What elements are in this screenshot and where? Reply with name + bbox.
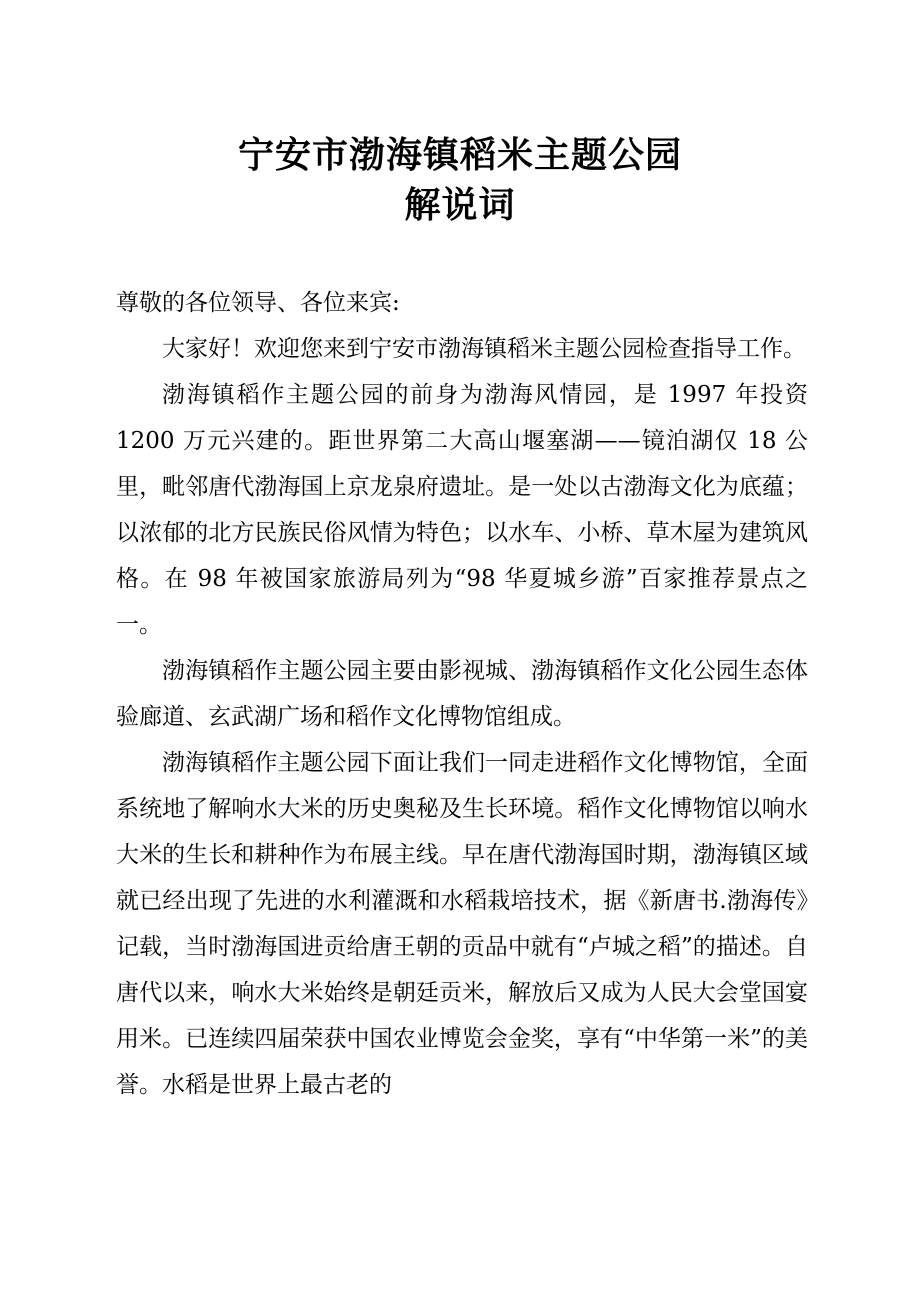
document-body	[116, 280, 808, 1108]
title-line-1: 宁安市渤海镇稻米主题公园	[237, 134, 682, 176]
salutation: 尊敬的各位领导、各位来宾:	[116, 290, 400, 316]
paragraph-welcome: 大家好！欢迎您来到宁安市渤海镇稻米主题公园检查指导工作。	[162, 336, 806, 362]
paragraph-composition: 渤海镇稻作主题公园主要由影视城、渤海镇稻作文化公园生态体验廊道、玄武湖广场和稻作文化博物馆组成。	[116, 658, 808, 730]
paragraph-history: 渤海镇稻作主题公园的前身为渤海风情园，是 1997 年投资 1200 万元兴建的。距世界第二大高山堰塞湖——镜泊湖仅 18 公里，毗邻唐代渤海国上京龙泉府遗址。是一处以古渤海文化为底蕴；以浓郁的北方民族民俗风情为特色；以水车、小桥、草木屋为建筑风格。在 98 年被国家旅游局列为“98 华夏城乡游”百家推荐景点之一。	[116, 382, 808, 638]
document-title	[0, 130, 920, 230]
paragraph-museum: 渤海镇稻作主题公园下面让我们一同走进稻作文化博物馆，全面系统地了解响水大米的历史奥秘及生长环境。稻作文化博物馆以响水大米的生长和耕种作为布展主线。早在唐代渤海国时期，渤海镇区域就已经出现了先进的水利灌溉和水稻栽培技术，据《新唐书.渤海传》记载，当时渤海国进贡给唐王朝的贡品中就有“卢城之稻”的描述。自唐代以来，响水大米始终是朝廷贡米，解放后又成为人民大会堂国宴用米。已连续四届荣获中国农业博览会金奖，享有“中华第一米”的美誉。水稻是世界上最古老的	[116, 750, 808, 1098]
title-line-2: 解说词	[404, 184, 516, 226]
